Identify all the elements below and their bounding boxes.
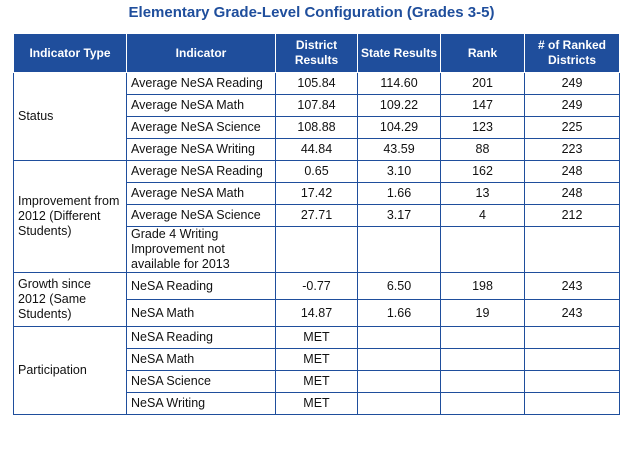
indicator-cell: NeSA Science [127, 371, 276, 393]
ranked-cell: 225 [525, 117, 620, 139]
indicator-cell: Average NeSA Reading [127, 73, 276, 95]
rank-cell: 147 [441, 95, 525, 117]
rank-cell [441, 227, 525, 273]
indicator-cell: NeSA Math [127, 300, 276, 327]
district-cell: 108.88 [276, 117, 358, 139]
indicator-cell: Average NeSA Reading [127, 161, 276, 183]
indicator-cell: Average NeSA Writing [127, 139, 276, 161]
state-cell: 104.29 [358, 117, 441, 139]
rank-cell [441, 349, 525, 371]
ranked-cell: 249 [525, 73, 620, 95]
indicator-cell: NeSA Writing [127, 393, 276, 415]
rank-cell: 4 [441, 205, 525, 227]
ranked-cell: 248 [525, 183, 620, 205]
district-cell [276, 227, 358, 273]
group-growth: Growth since 2012 (Same Students) [14, 273, 127, 327]
rank-cell: 13 [441, 183, 525, 205]
header-district-results: District Results [276, 34, 358, 73]
indicator-cell: NeSA Reading [127, 273, 276, 300]
ranked-cell: 243 [525, 300, 620, 327]
ranked-cell [525, 327, 620, 349]
ranked-cell [525, 393, 620, 415]
table-row [14, 73, 620, 95]
state-cell [358, 327, 441, 349]
ranked-cell [525, 349, 620, 371]
state-cell [358, 227, 441, 273]
state-cell [358, 393, 441, 415]
rank-cell [441, 327, 525, 349]
rank-cell [441, 371, 525, 393]
rank-cell [441, 393, 525, 415]
state-cell: 6.50 [358, 273, 441, 300]
state-cell [358, 371, 441, 393]
ranked-cell [525, 227, 620, 273]
rank-cell: 123 [441, 117, 525, 139]
state-cell: 3.17 [358, 205, 441, 227]
district-cell: MET [276, 393, 358, 415]
state-cell [358, 349, 441, 371]
group-status: Status [14, 73, 127, 161]
district-cell: -0.77 [276, 273, 358, 300]
ranked-cell: 223 [525, 139, 620, 161]
district-cell: 14.87 [276, 300, 358, 327]
group-participation: Participation [14, 327, 127, 415]
rank-cell: 201 [441, 73, 525, 95]
ranked-cell: 248 [525, 161, 620, 183]
district-cell: 44.84 [276, 139, 358, 161]
group-improvement: Improvement from 2012 (Different Students) [14, 161, 127, 273]
header-indicator-type: Indicator Type [14, 34, 127, 73]
state-cell: 114.60 [358, 73, 441, 95]
rank-cell: 88 [441, 139, 525, 161]
indicator-cell: Average NeSA Science [127, 117, 276, 139]
header-indicator: Indicator [127, 34, 276, 73]
state-cell: 1.66 [358, 300, 441, 327]
ranked-cell: 212 [525, 205, 620, 227]
page-title: Elementary Grade-Level Configuration (Grades 3-5) [128, 4, 495, 21]
indicator-cell: Average NeSA Math [127, 183, 276, 205]
header-row [14, 34, 620, 73]
header-ranked-districts: # of Ranked Districts [525, 34, 620, 73]
district-cell: MET [276, 349, 358, 371]
district-cell: 27.71 [276, 205, 358, 227]
district-cell: 0.65 [276, 161, 358, 183]
district-cell: MET [276, 327, 358, 349]
district-cell: 105.84 [276, 73, 358, 95]
table-row [14, 273, 620, 300]
results-table [13, 33, 620, 415]
state-cell: 109.22 [358, 95, 441, 117]
state-cell: 3.10 [358, 161, 441, 183]
table-row [14, 161, 620, 183]
district-cell: 17.42 [276, 183, 358, 205]
state-cell: 1.66 [358, 183, 441, 205]
header-state-results: State Results [358, 34, 441, 73]
rank-cell: 198 [441, 273, 525, 300]
header-rank: Rank [441, 34, 525, 73]
ranked-cell: 249 [525, 95, 620, 117]
district-cell: MET [276, 371, 358, 393]
indicator-cell: NeSA Math [127, 349, 276, 371]
indicator-cell: Grade 4 Writing Improvement not available for 2013 [127, 227, 276, 273]
table-row [14, 327, 620, 349]
indicator-cell: Average NeSA Science [127, 205, 276, 227]
state-cell: 43.59 [358, 139, 441, 161]
rank-cell: 162 [441, 161, 525, 183]
ranked-cell [525, 371, 620, 393]
indicator-cell: Average NeSA Math [127, 95, 276, 117]
ranked-cell: 243 [525, 273, 620, 300]
rank-cell: 19 [441, 300, 525, 327]
district-cell: 107.84 [276, 95, 358, 117]
indicator-cell: NeSA Reading [127, 327, 276, 349]
